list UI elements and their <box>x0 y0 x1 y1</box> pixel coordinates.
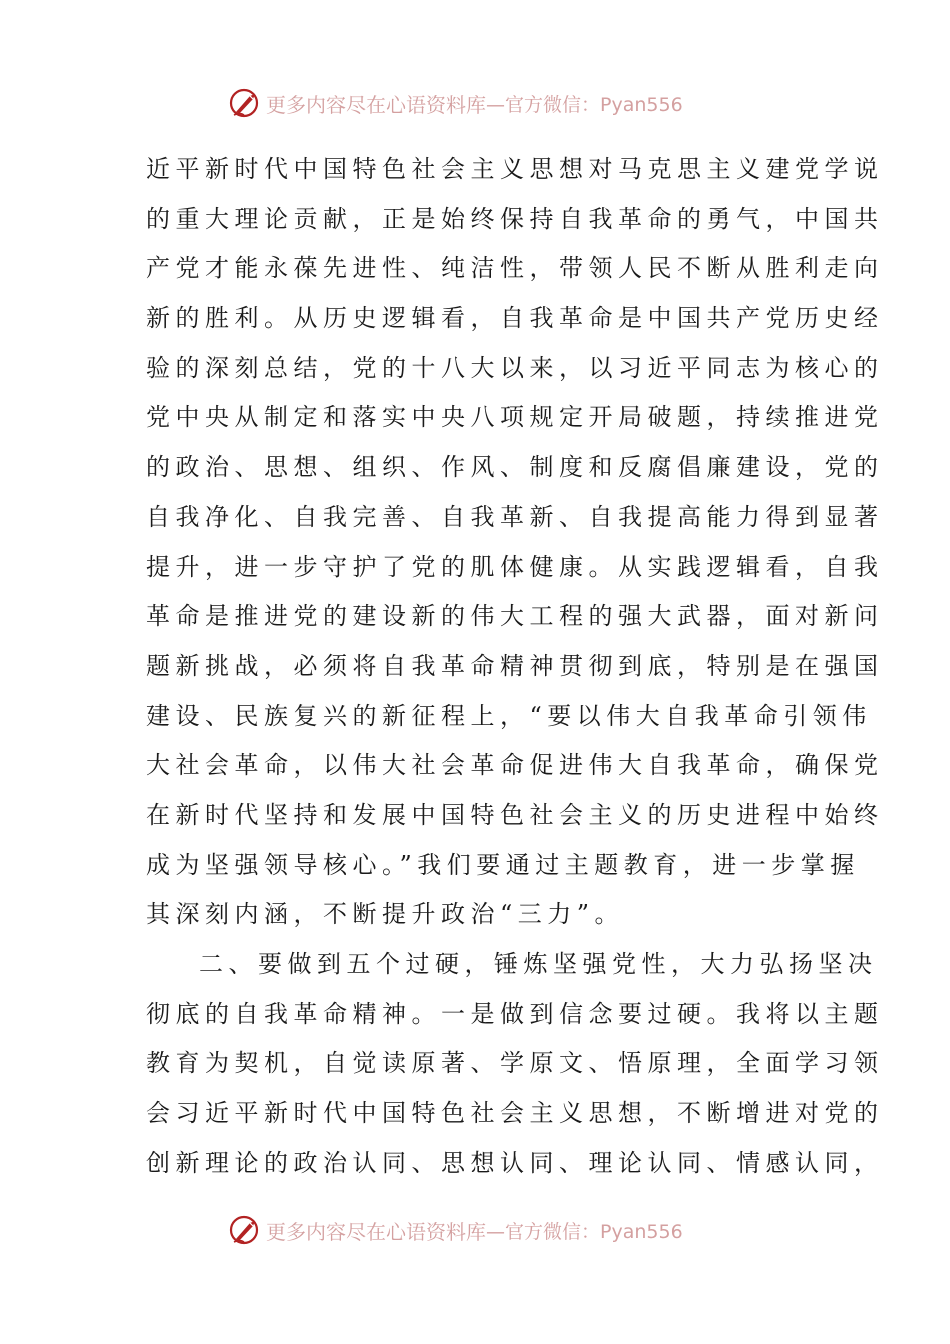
text-line: 新的胜利。从历史逻辑看，自我革命是中国共产党历史经 <box>146 304 884 333</box>
text-line: 题新挑战，必须将自我革命精神贯彻到底，特别是在强国 <box>146 651 884 680</box>
text-line: 彻底的自我革命精神。一是做到信念要过硬。我将以主题 <box>146 999 884 1028</box>
text-line: 自我净化、自我完善、自我革新、自我提高能力得到显著 <box>146 502 884 531</box>
text-line: 大社会革命，以伟大社会革命促进伟大自我革命，确保党 <box>146 751 884 780</box>
watermark-brand-text: 更多内容尽在心语资料库 <box>266 1219 486 1244</box>
text-line: 提升，进一步守护了党的肌体健康。从实践逻辑看，自我 <box>146 552 884 581</box>
text-line: 其深刻内涵，不断提升政治“三力”。 <box>146 900 625 929</box>
fountain-pen-nib-icon <box>228 85 264 121</box>
header-watermark-banner <box>228 83 748 123</box>
text-line: 教育为契机，自觉读原著、学原文、悟原理，全面学习领 <box>146 1049 884 1078</box>
footer-watermark-banner <box>228 1210 748 1250</box>
text-line: 产党才能永葆先进性、纯洁性，带领人民不断从胜利走向 <box>146 254 884 283</box>
text-line: 的政治、思想、组织、作风、制度和反腐倡廉建设，党的 <box>146 453 884 482</box>
text-line: 会习近平新时代中国特色社会主义思想，不断增进对党的 <box>146 1099 884 1128</box>
text-line: 成为坚强领导核心。”我们要通过主题教育，进一步掌握 <box>146 850 860 879</box>
text-line: 的重大理论贡献，正是始终保持自我革命的勇气，中国共 <box>146 204 884 233</box>
fountain-pen-nib-icon <box>228 1212 264 1248</box>
watermark-contact-text: —官方微信：Pyan556 <box>486 93 683 116</box>
text-line: 党中央从制定和落实中央八项规定开局破题，持续推进党 <box>146 403 884 432</box>
paragraph-first-line: 二、要做到五个过硬，锤炼坚强党性，大力弘扬坚决 <box>199 950 878 978</box>
text-line: 创新理论的政治认同、思想认同、理论认同、情感认同， <box>146 1148 884 1177</box>
watermark-brand-text: 更多内容尽在心语资料库 <box>266 92 486 117</box>
text-line: 建设、民族复兴的新征程上，“要以伟大自我革命引领伟 <box>146 701 872 730</box>
text-line: 验的深刻总结，党的十八大以来，以习近平同志为核心的 <box>146 353 884 382</box>
text-line: 在新时代坚持和发展中国特色社会主义的历史进程中始终 <box>146 800 884 829</box>
text-line: 革命是推进党的建设新的伟大工程的强大武器，面对新问 <box>146 602 884 631</box>
text-line: 近平新时代中国特色社会主义思想对马克思主义建党学说 <box>146 155 884 183</box>
document-body <box>146 145 884 1188</box>
watermark-contact-text: —官方微信：Pyan556 <box>486 1220 683 1243</box>
